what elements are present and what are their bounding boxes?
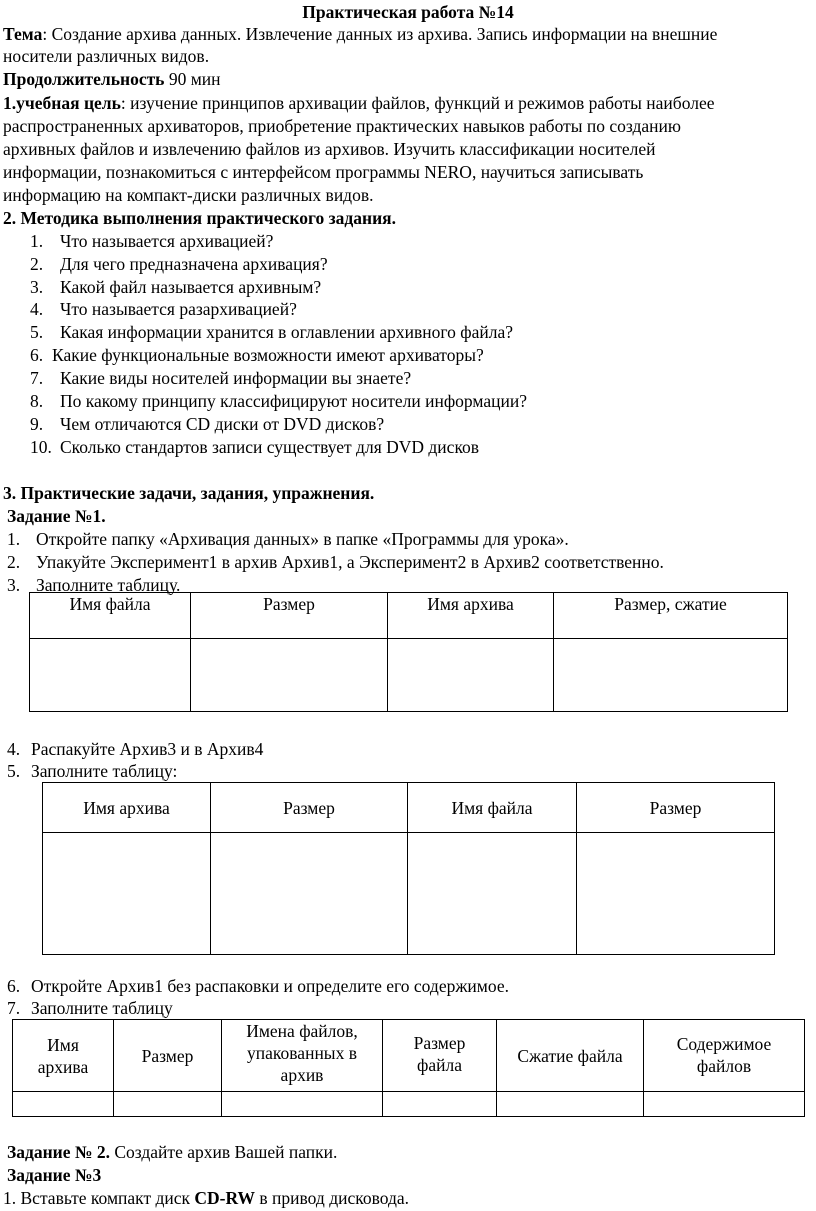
question-item: 6. Какие функциональные возможности имеют архиваторы? — [30, 345, 484, 365]
question-item: 2. Для чего предназначена архивация? — [30, 254, 328, 274]
task1-step: 7. Заполните таблицу — [7, 998, 173, 1018]
table-cell[interactable] — [191, 639, 388, 712]
table-cell[interactable] — [114, 1092, 222, 1117]
table-cell[interactable] — [222, 1092, 383, 1117]
topic-line-2: носители различных видов. — [3, 46, 210, 66]
question-item: 7. Какие виды носителей информации вы знаете? — [30, 368, 412, 388]
goal-line-4: информации, познакомиться с интерфейсом программы NERO, научиться записывать — [3, 162, 644, 182]
goal-line-1: 1.учебная цель: изучение принципов архивации файлов, функций и режимов работы наиболее — [3, 93, 715, 113]
table-header-cell: Содержимое файлов — [644, 1020, 805, 1092]
practice-heading: 3. Практические задачи, задания, упражнения. — [3, 483, 375, 503]
goal-line-5: информацию на компакт-диски различных видов. — [3, 185, 374, 205]
table-header-cell: Имена файлов, упакованных в архив — [222, 1020, 383, 1092]
method-heading: 2. Методика выполнения практического задания. — [3, 208, 397, 228]
table-cell[interactable] — [30, 639, 191, 712]
topic-line-1: Тема: Создание архива данных. Извлечение данных из архива. Запись информации на внешние — [3, 24, 718, 44]
question-item: 5. Какая информации хранится в оглавлении архивного файла? — [30, 322, 513, 342]
task1-step: 5. Заполните таблицу: — [7, 761, 178, 781]
duration-line: Продолжительность 90 мин — [3, 69, 221, 89]
table-header-cell: Размер, сжатие — [554, 593, 788, 639]
table-cell[interactable] — [577, 833, 775, 955]
question-item: 4. Что называется разархивацией? — [30, 299, 297, 319]
task1-step: 4. Распакуйте Архив3 и в Архив4 — [7, 739, 264, 759]
task1-step: 1. Откройте папку «Архивация данных» в папке «Программы для урока». — [7, 529, 569, 549]
table-header-cell: Имя архива — [13, 1020, 114, 1092]
question-item: 8. По какому принципу классифицируют носители информации? — [30, 391, 527, 411]
goal-line-3: архивных файлов и извлечению файлов из архивов. Изучить классификации носителей — [3, 139, 656, 159]
table-header-cell: Размер — [577, 783, 775, 833]
question-item: 10. Сколько стандартов записи существует для DVD дисков — [30, 437, 480, 457]
table-cell[interactable] — [388, 639, 554, 712]
goal-line-2: распространенных архиваторов, приобретение практических навыков работы по созданию — [3, 116, 681, 136]
question-item: 3. Какой файл называется архивным? — [30, 277, 322, 297]
table-header-cell: Имя архива — [43, 783, 211, 833]
table-cell[interactable] — [383, 1092, 497, 1117]
table-cell[interactable] — [43, 833, 211, 955]
table-cell[interactable] — [644, 1092, 805, 1117]
table-header-cell: Имя файла — [408, 783, 577, 833]
table-header-cell: Сжатие файла — [497, 1020, 644, 1092]
task2-line: Задание № 2. Создайте архив Вашей папки. — [7, 1142, 338, 1162]
question-item: 9. Чем отличаются CD диски от DVD дисков? — [30, 414, 385, 434]
files-table-2 — [42, 782, 775, 955]
question-item: 1. Что называется архивацией? — [30, 231, 274, 251]
table-header-cell: Размер — [114, 1020, 222, 1092]
task1-step: 3. Заполните таблицу. — [7, 575, 181, 595]
task1-title: Задание №1. — [7, 506, 106, 526]
table-header-cell: Размер — [211, 783, 408, 833]
archive-contents-table — [12, 1019, 805, 1117]
table-header-cell: Размер — [191, 593, 388, 639]
files-table-1 — [29, 592, 788, 712]
table-cell[interactable] — [497, 1092, 644, 1117]
table-header-cell: Размер файла — [383, 1020, 497, 1092]
table-header-cell: Имя файла — [30, 593, 191, 639]
table-cell[interactable] — [408, 833, 577, 955]
task1-step: 2. Упакуйте Эксперимент1 в архив Архив1, а Эксперимент2 в Архив2 соответственно. — [7, 552, 664, 572]
task1-step: 6. Откройте Архив1 без распаковки и определите его содержимое. — [7, 976, 509, 996]
table-header-cell: Имя архива — [388, 593, 554, 639]
task3-title: Задание №3 — [7, 1165, 102, 1185]
task3-step: 1. Вставьте компакт диск CD-RW в привод дисковода. — [3, 1188, 410, 1208]
table-cell[interactable] — [211, 833, 408, 955]
table-cell[interactable] — [13, 1092, 114, 1117]
page-title: Практическая работа №14 — [302, 2, 514, 22]
table-cell[interactable] — [554, 639, 788, 712]
